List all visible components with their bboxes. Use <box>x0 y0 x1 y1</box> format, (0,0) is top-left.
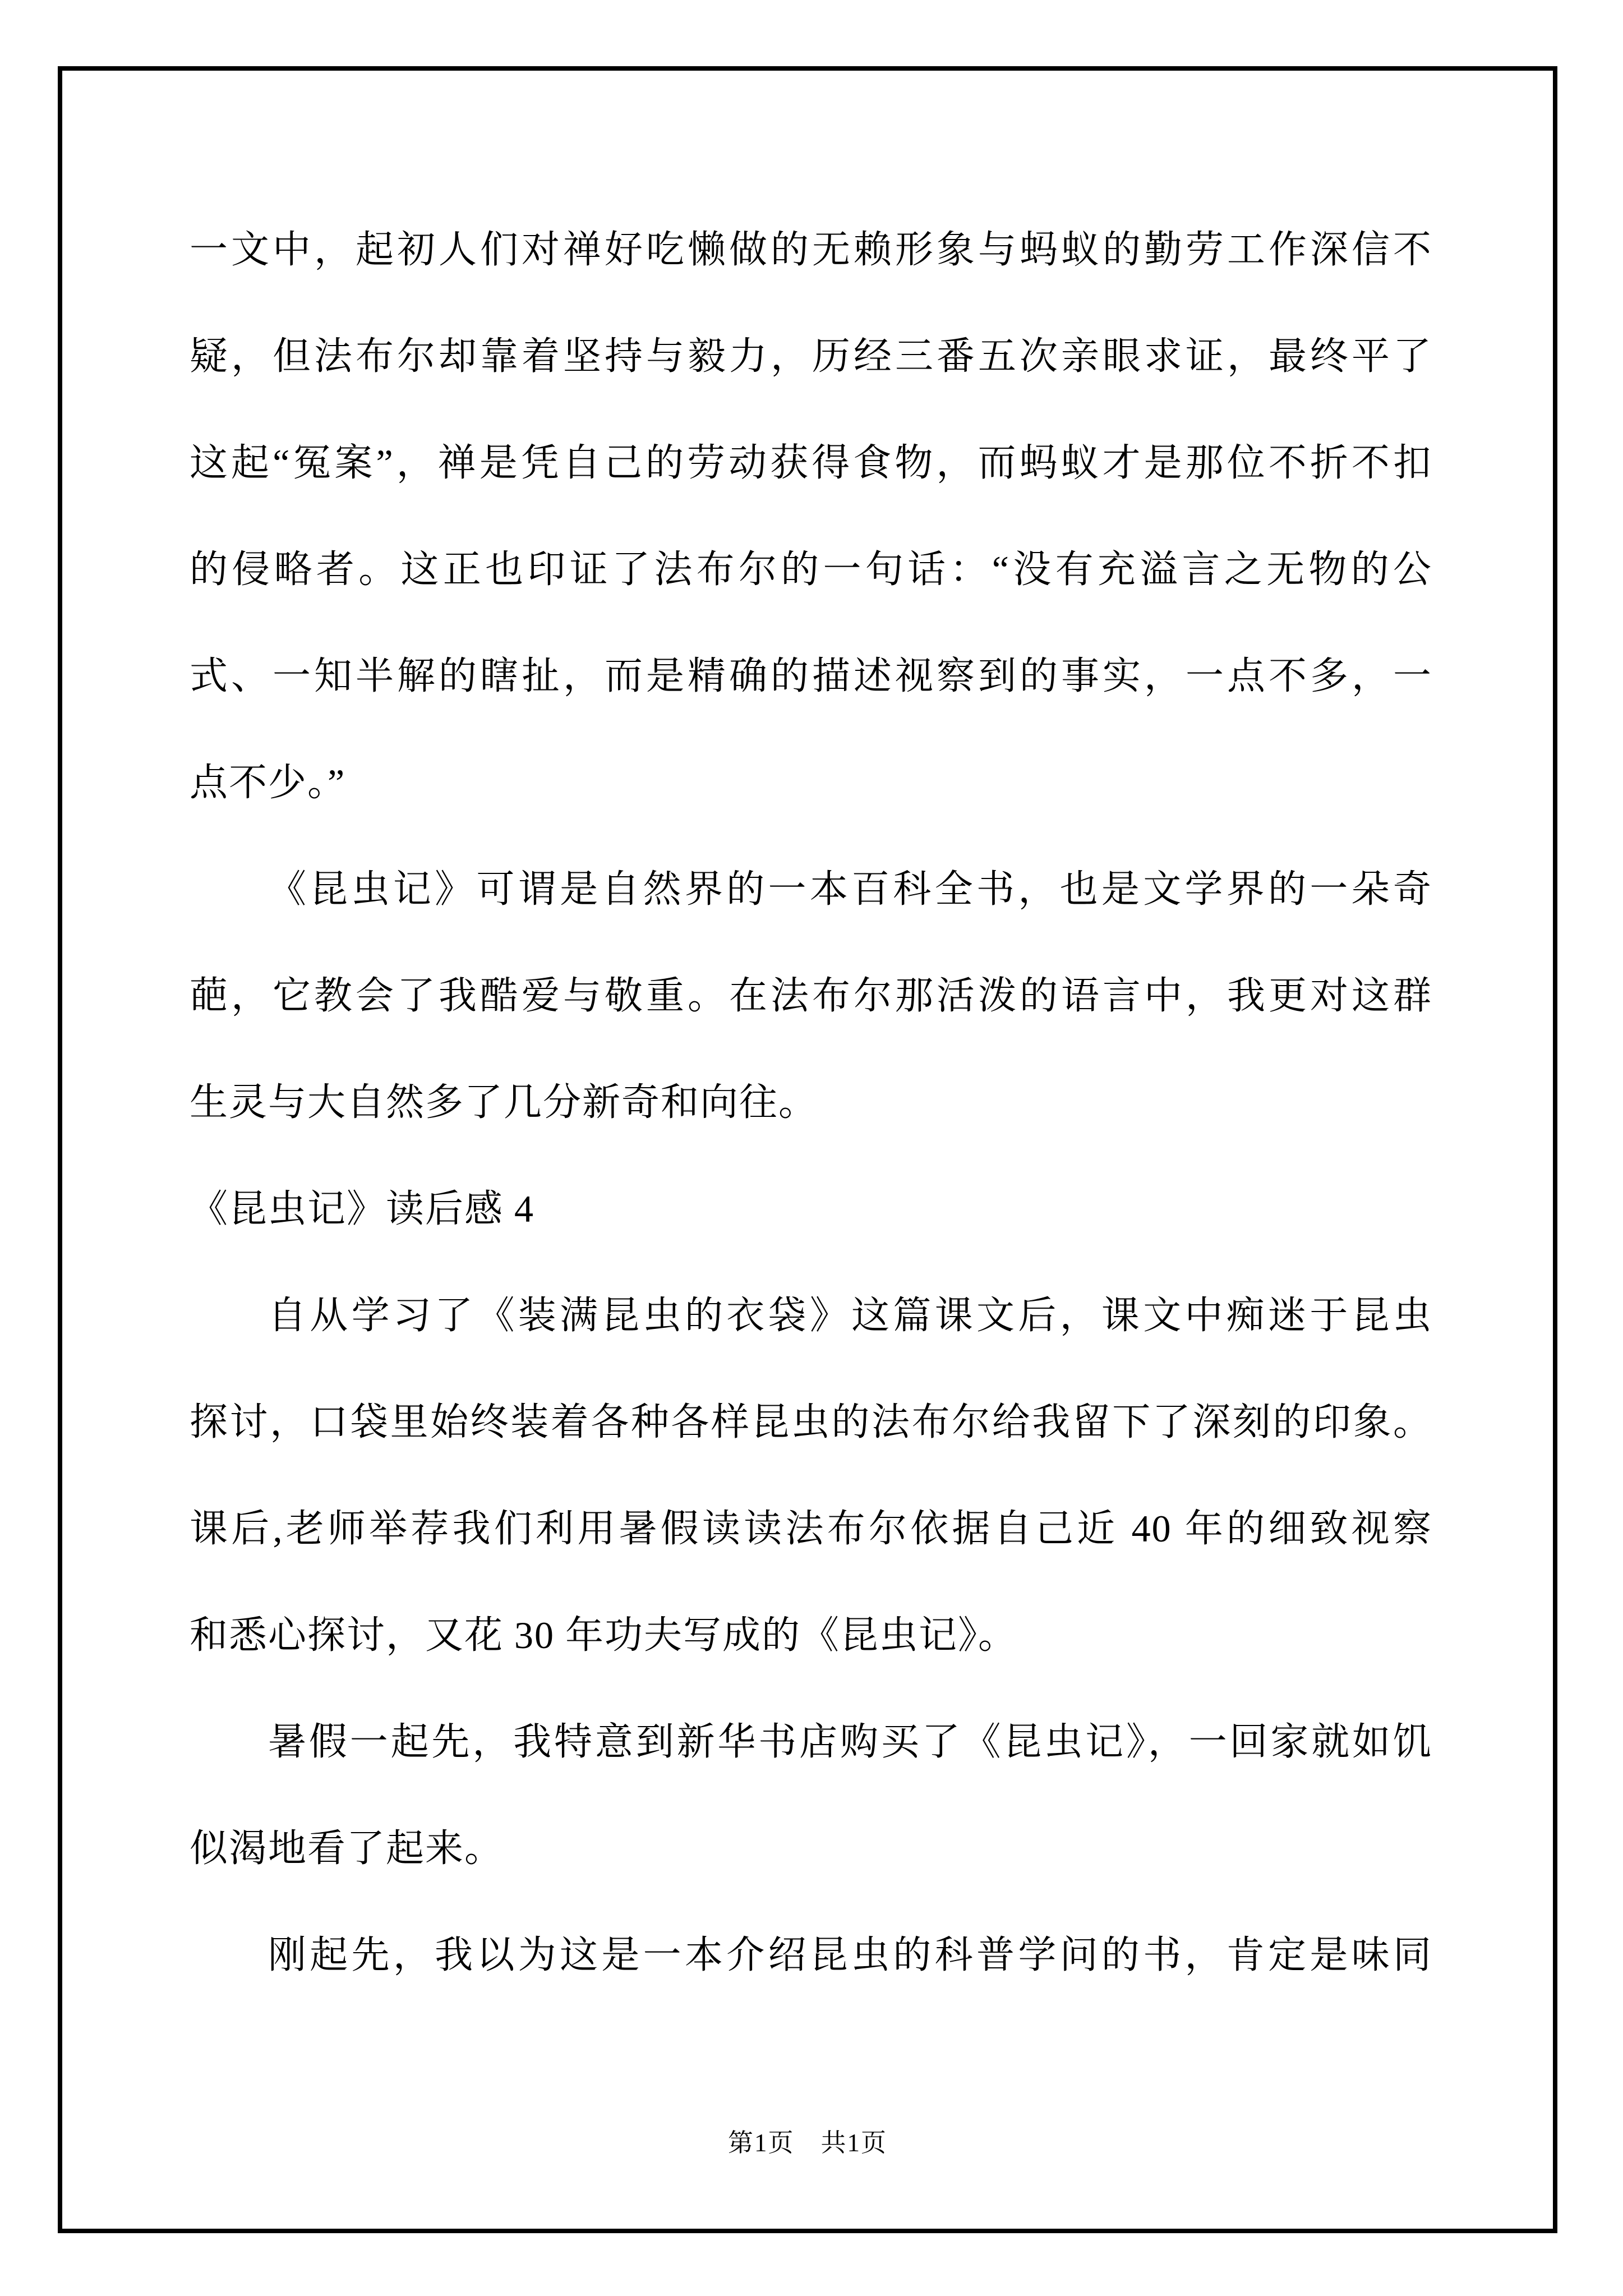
text-line-7: 《昆虫记》可谓是自然界的一本百科全书，也是文学界的一朵奇 <box>268 868 1432 910</box>
text-line-1: 一文中，起初人们对禅好吃懒做的无赖形象与蚂蚁的勤劳工作深信不 <box>190 228 1432 271</box>
page-border-frame <box>58 66 1557 2233</box>
text-line-15: 暑假一起先，我特意到新华书店购买了《昆虫记》，一回家就如饥 <box>268 1720 1432 1763</box>
text-line-17: 刚起先，我以为这是一本介绍昆虫的科普学问的书，肯定是味同 <box>268 1934 1432 1976</box>
text-line-6: 点不少。” <box>190 761 346 804</box>
text-block <box>190 196 1432 2008</box>
text-line-14: 和悉心探讨，又花 30 年功夫写成的《昆虫记》。 <box>190 1614 1018 1657</box>
text-line-11: 自从学习了《装满昆虫的衣袋》这篇课文后，课文中痴迷于昆虫 <box>268 1294 1432 1337</box>
section-heading: 《昆虫记》读后感 4 <box>190 1188 535 1230</box>
text-line-12: 探讨，口袋里始终装着各种各样昆虫的法布尔给我留下了深刻的印象。 <box>190 1401 1432 1443</box>
text-line-13: 课后,老师举荐我们利用暑假读读法布尔依据自己近 40 年的细致视察 <box>190 1507 1432 1550</box>
text-line-3: 这起“冤案”，禅是凭自己的劳动获得食物，而蚂蚁才是那位不折不扣 <box>190 441 1432 484</box>
text-line-2: 疑，但法布尔却靠着坚持与毅力，历经三番五次亲眼求证，最终平了 <box>190 335 1432 378</box>
text-line-9: 生灵与大自然多了几分新奇和向往。 <box>190 1081 818 1124</box>
text-line-4: 的侵略者。这正也印证了法布尔的一句话：“没有充溢言之无物的公 <box>190 548 1432 591</box>
text-line-8: 葩，它教会了我酷爱与敬重。在法布尔那活泼的语言中，我更对这群 <box>190 974 1432 1017</box>
text-line-16: 似渴地看了起来。 <box>190 1827 504 1870</box>
text-line-5: 式、一知半解的瞎扯，而是精确的描述视察到的事实，一点不多，一 <box>190 655 1432 697</box>
page-footer: 第1页 共1页 <box>727 2129 887 2157</box>
